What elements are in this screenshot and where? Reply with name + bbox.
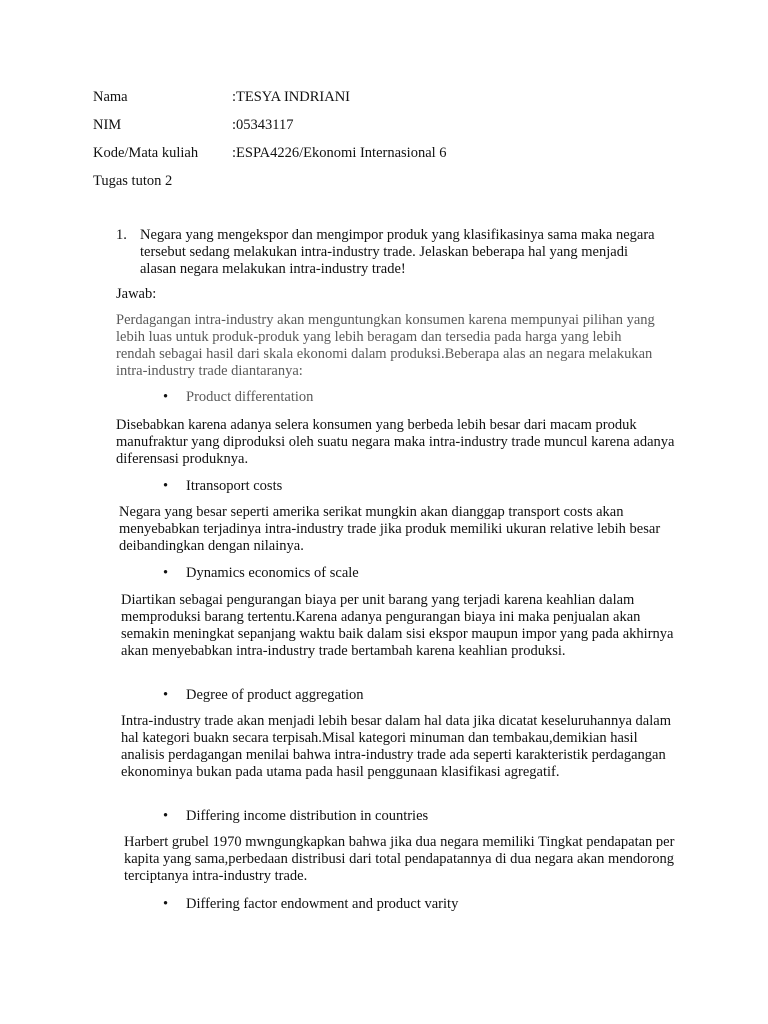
bullet-icon: •: [163, 808, 169, 824]
bullet-text-income-distribution: Harbert grubel 1970 mwngungkapkan bahwa jika dua negara memiliki Tingkat pendapatan per kapita yang sama,perbedaan distribusi dari total pendapatannya di dua negara akan mendorong terciptanya intra-industry trade.: [124, 834, 675, 884]
bullet-icon: •: [163, 896, 169, 912]
bullet-label-factor-endowment: Differing factor endowment and product varity: [186, 896, 459, 912]
bullet-label-product-differentation: Product differentation: [186, 389, 314, 405]
header-value: :TESYA INDRIANI: [232, 89, 351, 105]
answer-intro: Perdagangan intra-industry akan menguntungkan konsumen karena mempunyai pilihan yang lebih luas untuk produk-produk yang lebih beragam dan tersedia pada harga yang lebih rendah sebagai hasil dari skala ekonomi dalam produksi.Beberapa alas an negara melakukan intra-industry trade diantaranya:: [116, 312, 655, 379]
task-text: Tugas tuton 2: [93, 173, 173, 189]
header-key: Nama: [93, 89, 128, 105]
bullet-label-transport-costs: Itransoport costs: [186, 478, 283, 494]
bullet-text-transport-costs: Negara yang besar seperti amerika serikat mungkin akan dianggap transport costs akan menyebabkan terjadinya intra-industry trade jika produk memiliki ukuran relative lebih besar deibandingkan dengan nilainya.: [119, 504, 661, 554]
bullet-label-product-aggregation: Degree of product aggregation: [186, 687, 364, 703]
header-value: :ESPA4226/Ekonomi Internasional 6: [232, 145, 447, 161]
header-key: Kode/Mata kuliah: [93, 145, 199, 161]
bullet-label-dynamics-economics: Dynamics economics of scale: [186, 565, 359, 581]
bullet-icon: •: [163, 478, 169, 494]
question-number: 1.: [116, 227, 127, 243]
header-key: NIM: [93, 117, 122, 133]
header-value: :05343117: [232, 117, 294, 133]
bullet-icon: •: [163, 389, 169, 405]
answer-label: Jawab:: [116, 286, 157, 302]
bullet-text-dynamics-economics: Diartikan sebagai pengurangan biaya per unit barang yang terjadi karena keahlian dalam memproduksi barang tertentu.Karena adanya pengurangan biaya ini maka penjualan akan semakin meningkat sepanjang waktu baik dalam sisi ekspor maupun impor yang pada akhirnya akan menyebabkan intra-industry trade bertambah karena keahlian produksi.: [121, 592, 674, 659]
bullet-label-income-distribution: Differing income distribution in countries: [186, 808, 429, 824]
bullet-icon: •: [163, 687, 169, 703]
bullet-icon: •: [163, 565, 169, 581]
bullet-text-product-differentation: Disebabkan karena adanya selera konsumen yang berbeda lebih besar dari macam produk manufraktur yang diproduksi oleh suatu negara maka intra-industry trade muncul karena adanya diferensasi produknya.: [116, 417, 675, 467]
bullet-text-product-aggregation: Intra-industry trade akan menjadi lebih besar dalam hal data jika dicatat keseluruhannya dalam hal kategori buakn secara terpisah.Misal kategori minuman dan tembakau,demikian hasil analisis perdagangan menilai bahwa intra-industry trade ada seperti karakteristik perdagangan ekonominya bukan pada utama pada hasil penggunaan klasifikasi agregatif.: [121, 713, 671, 780]
question-text: Negara yang mengekspor dan mengimpor produk yang klasifikasinya sama maka negara tersebut sedang melakukan intra-industry trade. Jelaskan beberapa hal yang menjadi alasan negara melakukan intra-industry trade!: [140, 227, 655, 277]
